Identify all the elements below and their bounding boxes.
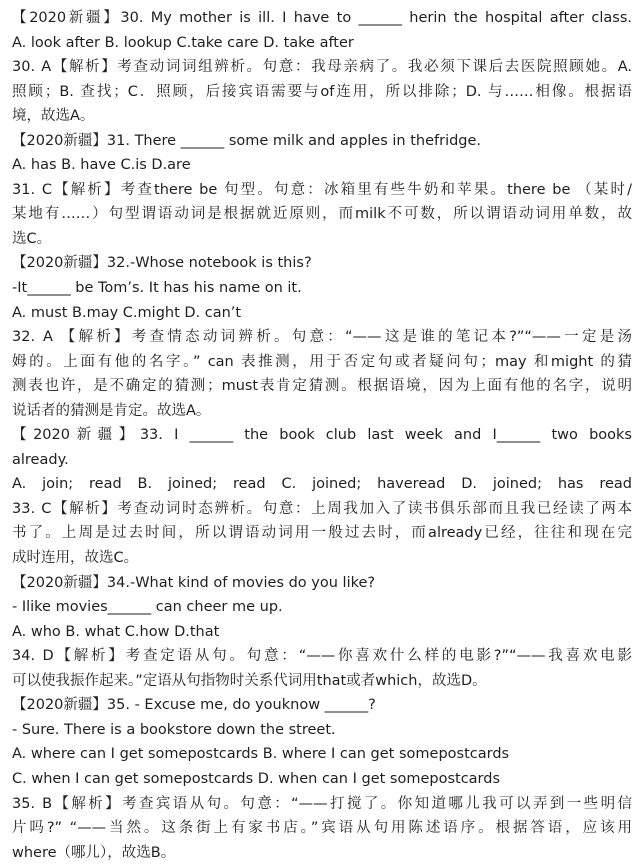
text-line: 32. A 【解析】考查情态动词辨析。句意：“——这是谁的笔记本?”“——一定是汤: [12, 329, 632, 346]
text-line: - Sure. There is a bookstore down the street.: [12, 721, 336, 738]
text-line: 姆的。上面有他的名字。” can 表推测，用于否定句或者疑问句；may 和might 的猜: [12, 353, 632, 370]
text-line: 【2020新疆】33. I ______ the book club last week and I______ two books: [12, 427, 632, 444]
text-line: 书了。上周是过去时间，所以谓语动词用一般过去时，而already已经，往往和现在完: [12, 525, 632, 542]
text-line: 某地有……）句型谓语动词是根据就近原则，而milk不可数，所以谓语动词用单数，故: [12, 206, 632, 223]
text-line: 说话者的猜测是肯定。故选A。: [12, 402, 211, 419]
text-line: 30. A【解析】考查动词词组辨析。句意：我母亲病了。我必须下课后去医院照顾她。A.: [12, 59, 632, 76]
text-line: 片吗?” “——当然。这条街上有家书店。”宾语从句用陈述语序。根据答语，应该用: [12, 820, 632, 837]
text-line: 【2020新疆】30. My mother is ill. I have to ______ herin the hospital after class.: [12, 10, 632, 26]
text-line: - Ilike movies______ can cheer me up.: [12, 599, 283, 616]
text-line: where（哪儿），故选B。: [12, 844, 176, 861]
text-line: A. must B.may C.might D. can’t: [12, 304, 242, 321]
text-line: already.: [12, 451, 69, 468]
text-line: 选C。: [12, 230, 52, 247]
text-line: A. has B. have C.is D.are: [12, 157, 191, 174]
text-line: 【2020新疆】34.-What kind of movies do you like?: [12, 574, 376, 591]
text-line: A. join; read B. joined; read C. joined; haveread D. joined; has read: [12, 476, 632, 493]
text-line: 【2020新疆】35. - Excuse me, do youknow ______?: [12, 697, 376, 714]
text-line: 测表也许，是不确定的猜测；must表肯定猜测。根据语境，因为上面有他的名字，说明: [12, 378, 632, 395]
text-line: 照顾；B. 查找；C．照顾，后接宾语需要与of连用，所以排除；D. 与……相像。根据语: [12, 83, 632, 100]
text-line: A. where can I get somepostcards B. where I can get somepostcards: [12, 746, 510, 763]
text-line: A. look after B. lookup C.take care D. take after: [12, 34, 354, 51]
text-line: 【2020新疆】31. There ______ some milk and apples in thefridge.: [12, 132, 482, 149]
text-line: 35. B【解析】考查宾语从句。句意：“——打搅了。你知道哪儿我可以弄到一些明信: [12, 795, 632, 812]
text-line: A. who B. what C.how D.that: [12, 623, 220, 640]
text-line: -It______ be Tom’s. It has his name on it.: [12, 280, 302, 297]
text-line: 境，故选A。: [12, 108, 95, 125]
text-line: 【2020新疆】32.-Whose notebook is this?: [12, 255, 312, 272]
text-line: 34. D【解析】考查定语从句。句意：“——你喜欢什么样的电影?”“——我喜欢电影: [12, 648, 632, 665]
text-line: 可以使我振作起来。”定语从句指物时关系代词用that或者which，故选D。: [12, 672, 487, 689]
text-line: C. when I can get somepostcards D. when can I get somepostcards: [12, 770, 501, 787]
text-line: 成时连用，故选C。: [12, 550, 139, 567]
text-line: 31. C【解析】考查there be 句型。句意：冰箱里有些牛奶和苹果。there be （某时/: [12, 181, 632, 198]
text-line: 33. C【解析】考查动词时态辨析。句意：上周我加入了读书俱乐部而且我已经读了两本: [12, 500, 632, 517]
